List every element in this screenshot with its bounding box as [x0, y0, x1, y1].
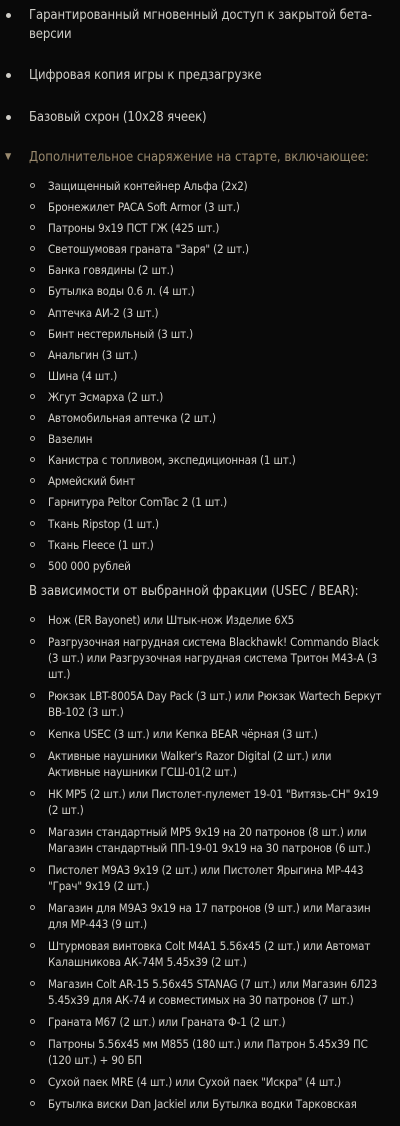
equipment-item [0, 283, 400, 299]
faction-item-label: Сухой паек MRE (4 шт.) или Сухой паек "Искра" (4 шт.) [48, 1074, 342, 1089]
equipment-section [0, 148, 400, 1112]
faction-item [0, 1036, 400, 1068]
circle-bullet-icon [30, 731, 35, 736]
circle-bullet-icon [30, 693, 35, 698]
caret-down-icon: ▼ [5, 152, 12, 162]
circle-bullet-icon [30, 905, 35, 910]
faction-item-label: Активные наушники Walker's Razor Digital (2 шт.) или Активные наушники ГСШ-01(2 шт.) [48, 748, 332, 779]
circle-bullet-icon [30, 415, 35, 420]
equipment-item [0, 558, 400, 574]
equipment-item-label: Шина (4 шт.) [48, 368, 118, 383]
equipment-item [0, 220, 400, 236]
circle-bullet-icon [30, 542, 35, 547]
circle-bullet-icon [30, 829, 35, 834]
faction-item-label: Нож (ER Bayonet) или Штык-нож Изделие 6Х5 [48, 612, 295, 627]
circle-bullet-icon [30, 394, 35, 399]
circle-bullet-icon [30, 1019, 35, 1024]
faction-item [0, 1074, 400, 1090]
faction-item [0, 1014, 400, 1030]
circle-bullet-icon [30, 981, 35, 986]
equipment-item-label: 500 000 рублей [48, 558, 131, 573]
feature-label: Цифровая копия игры к предзагрузке [29, 68, 262, 83]
faction-list [0, 612, 400, 1112]
equipment-expander[interactable] [0, 148, 400, 167]
equipment-item-label: Банка говядины (2 шт.) [48, 263, 174, 278]
feature-item [0, 6, 400, 44]
circle-bullet-icon [30, 246, 35, 251]
faction-item [0, 824, 400, 856]
equipment-item-label: Ткань Fleece (1 шт.) [48, 537, 154, 552]
equipment-item [0, 516, 400, 532]
faction-item [0, 786, 400, 818]
equipment-item [0, 410, 400, 426]
faction-item [0, 862, 400, 894]
circle-bullet-icon [30, 478, 35, 483]
circle-bullet-icon [30, 753, 35, 758]
faction-item [0, 938, 400, 970]
faction-item-label: Рюкзак LBT-8005A Day Pack (3 шт.) или Рюкзак Wartech Беркут ВВ-102 (3 шт.) [48, 688, 382, 719]
faction-item [0, 748, 400, 780]
circle-bullet-icon [30, 563, 35, 568]
faction-item-label: Магазин стандартный MP5 9x19 на 20 патронов (8 шт.) или Магазин стандартный ПП-19-01 9x19 на 30 патронов (6 шт.) [48, 824, 371, 855]
equipment-item [0, 347, 400, 363]
faction-item [0, 688, 400, 720]
circle-bullet-icon [30, 225, 35, 230]
faction-item-label: Кепка USEC (3 шт.) или Кепка BEAR чёрная (3 шт.) [48, 726, 318, 741]
feature-item [0, 66, 400, 85]
faction-item-label: Магазин Colt AR-15 5.56x45 STANAG (7 шт.) или Магазин 6Л23 5.45x39 для АК-74 и совместимых на 30 патронов (7 шт.) [48, 976, 378, 1007]
circle-bullet-icon [30, 457, 35, 462]
faction-item [0, 612, 400, 628]
circle-bullet-icon [30, 310, 35, 315]
feature-label: Гарантированный мгновенный доступ к закрытой бета-версии [29, 8, 372, 42]
faction-item [0, 900, 400, 932]
equipment-item-label: Армейский бинт [48, 474, 135, 489]
equipment-item [0, 473, 400, 489]
faction-item-label: Бутылка виски Dan Jackiel или Бутылка водки Тарковская [48, 1096, 357, 1111]
faction-item-label: Граната M67 (2 шт.) или Граната Ф-1 (2 шт.) [48, 1014, 286, 1029]
equipment-item-label: Канистра с топливом, экспедиционная (1 шт.) [48, 453, 296, 468]
circle-bullet-icon [30, 352, 35, 357]
circle-bullet-icon [30, 373, 35, 378]
equipment-item-label: Бинт нестерильный (3 шт.) [48, 326, 194, 341]
feature-label: Базовый схрон (10x28 ячеек) [29, 110, 207, 125]
equipment-item [0, 494, 400, 510]
equipment-item-label: Ткань Ripstop (1 шт.) [48, 516, 159, 531]
equipment-item [0, 368, 400, 384]
circle-bullet-icon [30, 791, 35, 796]
circle-bullet-icon [30, 331, 35, 336]
expander-label: Дополнительное снаряжение на старте, включающее: [29, 150, 369, 165]
circle-bullet-icon [30, 499, 35, 504]
equipment-item [0, 241, 400, 257]
equipment-item-label: Жгут Эсмарха (2 шт.) [48, 389, 164, 404]
equipment-item-label: Вазелин [48, 432, 93, 447]
equipment-item-label: Анальгин (3 шт.) [48, 347, 138, 362]
equipment-item-label: Светошумовая граната "Заря" (2 шт.) [48, 242, 249, 257]
circle-bullet-icon [30, 1079, 35, 1084]
equipment-item-label: Автомобильная аптечка (2 шт.) [48, 411, 216, 426]
circle-bullet-icon [30, 867, 35, 872]
faction-item [0, 976, 400, 1008]
equipment-item [0, 389, 400, 405]
circle-bullet-icon [30, 436, 35, 441]
equipment-item [0, 178, 400, 194]
circle-bullet-icon [30, 183, 35, 188]
circle-bullet-icon [30, 617, 35, 622]
faction-item [0, 726, 400, 742]
circle-bullet-icon [30, 943, 35, 948]
equipment-item-label: Бутылка воды 0.6 л. (4 шт.) [48, 284, 195, 299]
equipment-item [0, 537, 400, 553]
circle-bullet-icon [30, 288, 35, 293]
equipment-item [0, 199, 400, 215]
faction-item [0, 1096, 400, 1112]
faction-item-label: Разгрузочная нагрудная система Blackhawk! Commando Black (3 шт.) или Разгрузочная нагрудная система Тритон М43-А (3 шт.) [48, 634, 379, 681]
equipment-item [0, 305, 400, 321]
circle-bullet-icon [30, 204, 35, 209]
faction-item-label: Пистолет M9A3 9x19 (2 шт.) или Пистолет Ярыгина MP-443 "Грач" 9x19 (2 шт.) [48, 862, 364, 893]
faction-heading: В зависимости от выбранной фракции (USEC / BEAR): [29, 583, 359, 599]
feature-item [0, 108, 400, 127]
faction-item-label: HK MP5 (2 шт.) или Пистолет-пулемет 19-01 "Витязь-СН" 9x19 (2 шт.) [48, 786, 379, 817]
equipment-item-label: Защищенный контейнер Альфа (2x2) [48, 179, 248, 193]
faction-item-label: Магазин для M9A3 9x19 на 17 патронов (9 шт.) или Магазин для MP-443 (9 шт.) [48, 900, 371, 931]
faction-item-label: Штурмовая винтовка Colt M4A1 5.56x45 (2 шт.) или Автомат Калашникова АК-74М 5.45x39 (2 шт.) [48, 938, 371, 969]
equipment-item-label: Гарнитура Peltor ComTac 2 (1 шт.) [48, 495, 228, 510]
equipment-item [0, 431, 400, 447]
equipment-item-label: Аптечка АИ-2 (3 шт.) [48, 305, 159, 320]
faction-item [0, 634, 400, 682]
faction-item-label: Патроны 5.56x45 мм M855 (180 шт.) или Патрон 5.45x39 ПС (120 шт.) + 90 БП [48, 1036, 368, 1067]
equipment-item-label: Патроны 9x19 ПСТ ГЖ (425 шт.) [48, 221, 220, 236]
equipment-item [0, 326, 400, 342]
equipment-item-label: Бронежилет PACA Soft Armor (3 шт.) [48, 200, 240, 215]
equipment-item [0, 452, 400, 468]
bullet-icon [6, 115, 11, 120]
circle-bullet-icon [30, 639, 35, 644]
circle-bullet-icon [30, 267, 35, 272]
circle-bullet-icon [30, 521, 35, 526]
equipment-item [0, 262, 400, 278]
equipment-list [0, 178, 400, 574]
circle-bullet-icon [30, 1041, 35, 1046]
circle-bullet-icon [30, 1101, 35, 1106]
bullet-icon [6, 73, 11, 78]
bullet-icon [6, 13, 11, 18]
